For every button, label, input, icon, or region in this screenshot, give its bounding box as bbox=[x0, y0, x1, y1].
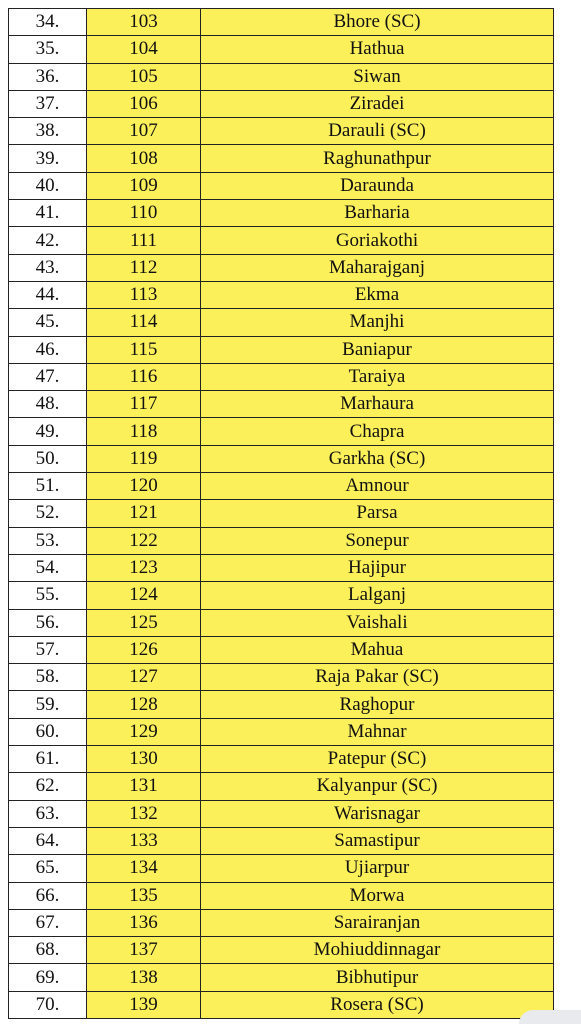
constituency-name-cell: Maharajganj bbox=[201, 254, 554, 281]
constituency-number-cell: 106 bbox=[87, 90, 201, 117]
table-row bbox=[9, 800, 554, 827]
constituency-name-cell: Morwa bbox=[201, 882, 554, 909]
table-row bbox=[9, 554, 554, 581]
serial-number-cell: 58. bbox=[9, 664, 87, 691]
constituency-number-cell: 114 bbox=[87, 309, 201, 336]
serial-number-cell: 38. bbox=[9, 118, 87, 145]
constituency-name-cell: Barharia bbox=[201, 200, 554, 227]
constituency-name-cell: Raja Pakar (SC) bbox=[201, 664, 554, 691]
serial-number-cell: 63. bbox=[9, 800, 87, 827]
serial-number-cell: 68. bbox=[9, 937, 87, 964]
constituency-number-cell: 115 bbox=[87, 336, 201, 363]
constituency-number-cell: 129 bbox=[87, 718, 201, 745]
constituency-number-cell: 120 bbox=[87, 473, 201, 500]
table-row bbox=[9, 363, 554, 390]
constituency-name-cell: Rosera (SC) bbox=[201, 991, 554, 1018]
serial-number-cell: 65. bbox=[9, 855, 87, 882]
serial-number-cell: 46. bbox=[9, 336, 87, 363]
constituency-number-cell: 126 bbox=[87, 636, 201, 663]
constituency-name-cell: Warisnagar bbox=[201, 800, 554, 827]
constituency-name-cell: Chapra bbox=[201, 418, 554, 445]
constituency-name-cell: Sonepur bbox=[201, 527, 554, 554]
serial-number-cell: 49. bbox=[9, 418, 87, 445]
constituency-number-cell: 108 bbox=[87, 145, 201, 172]
serial-number-cell: 48. bbox=[9, 391, 87, 418]
table-row bbox=[9, 664, 554, 691]
serial-number-cell: 69. bbox=[9, 964, 87, 991]
constituency-number-cell: 117 bbox=[87, 391, 201, 418]
constituency-table bbox=[8, 8, 554, 1019]
serial-number-cell: 35. bbox=[9, 36, 87, 63]
serial-number-cell: 59. bbox=[9, 691, 87, 718]
constituency-name-cell: Mahua bbox=[201, 636, 554, 663]
constituency-name-cell: Garkha (SC) bbox=[201, 445, 554, 472]
constituency-name-cell: Kalyanpur (SC) bbox=[201, 773, 554, 800]
table-row bbox=[9, 718, 554, 745]
serial-number-cell: 45. bbox=[9, 309, 87, 336]
serial-number-cell: 37. bbox=[9, 90, 87, 117]
serial-number-cell: 61. bbox=[9, 746, 87, 773]
constituency-number-cell: 124 bbox=[87, 582, 201, 609]
constituency-name-cell: Ziradei bbox=[201, 90, 554, 117]
constituency-name-cell: Ekma bbox=[201, 281, 554, 308]
constituency-number-cell: 103 bbox=[87, 9, 201, 36]
serial-number-cell: 64. bbox=[9, 827, 87, 854]
serial-number-cell: 36. bbox=[9, 63, 87, 90]
serial-number-cell: 52. bbox=[9, 500, 87, 527]
serial-number-cell: 51. bbox=[9, 473, 87, 500]
table-row bbox=[9, 309, 554, 336]
table-row bbox=[9, 145, 554, 172]
serial-number-cell: 44. bbox=[9, 281, 87, 308]
table-row bbox=[9, 855, 554, 882]
serial-number-cell: 66. bbox=[9, 882, 87, 909]
constituency-name-cell: Patepur (SC) bbox=[201, 746, 554, 773]
serial-number-cell: 62. bbox=[9, 773, 87, 800]
serial-number-cell: 55. bbox=[9, 582, 87, 609]
constituency-name-cell: Lalganj bbox=[201, 582, 554, 609]
table-row bbox=[9, 36, 554, 63]
serial-number-cell: 67. bbox=[9, 909, 87, 936]
constituency-number-cell: 105 bbox=[87, 63, 201, 90]
constituency-number-cell: 118 bbox=[87, 418, 201, 445]
constituency-number-cell: 110 bbox=[87, 200, 201, 227]
serial-number-cell: 56. bbox=[9, 609, 87, 636]
table-row bbox=[9, 964, 554, 991]
constituency-number-cell: 139 bbox=[87, 991, 201, 1018]
page-corner-overlay bbox=[519, 1010, 581, 1024]
constituency-number-cell: 131 bbox=[87, 773, 201, 800]
constituency-number-cell: 112 bbox=[87, 254, 201, 281]
serial-number-cell: 53. bbox=[9, 527, 87, 554]
constituency-number-cell: 125 bbox=[87, 609, 201, 636]
table-row bbox=[9, 909, 554, 936]
table-row bbox=[9, 418, 554, 445]
table-row bbox=[9, 391, 554, 418]
serial-number-cell: 42. bbox=[9, 227, 87, 254]
constituency-number-cell: 137 bbox=[87, 937, 201, 964]
table-row bbox=[9, 527, 554, 554]
table-row bbox=[9, 336, 554, 363]
constituency-name-cell: Taraiya bbox=[201, 363, 554, 390]
table-row bbox=[9, 746, 554, 773]
constituency-name-cell: Goriakothi bbox=[201, 227, 554, 254]
constituency-name-cell: Bhore (SC) bbox=[201, 9, 554, 36]
table-row bbox=[9, 63, 554, 90]
constituency-number-cell: 135 bbox=[87, 882, 201, 909]
table-row bbox=[9, 118, 554, 145]
constituency-number-cell: 134 bbox=[87, 855, 201, 882]
constituency-name-cell: Ujiarpur bbox=[201, 855, 554, 882]
table-row bbox=[9, 882, 554, 909]
constituency-number-cell: 123 bbox=[87, 554, 201, 581]
constituency-name-cell: Parsa bbox=[201, 500, 554, 527]
serial-number-cell: 40. bbox=[9, 172, 87, 199]
constituency-name-cell: Raghopur bbox=[201, 691, 554, 718]
table-row bbox=[9, 582, 554, 609]
constituency-number-cell: 109 bbox=[87, 172, 201, 199]
table-row bbox=[9, 991, 554, 1018]
table-body bbox=[9, 9, 554, 1019]
table-row bbox=[9, 609, 554, 636]
constituency-name-cell: Vaishali bbox=[201, 609, 554, 636]
serial-number-cell: 70. bbox=[9, 991, 87, 1018]
serial-number-cell: 57. bbox=[9, 636, 87, 663]
constituency-name-cell: Baniapur bbox=[201, 336, 554, 363]
table-row bbox=[9, 937, 554, 964]
constituency-number-cell: 119 bbox=[87, 445, 201, 472]
table-row bbox=[9, 254, 554, 281]
constituency-name-cell: Daraunda bbox=[201, 172, 554, 199]
constituency-number-cell: 122 bbox=[87, 527, 201, 554]
constituency-name-cell: Darauli (SC) bbox=[201, 118, 554, 145]
constituency-name-cell: Hathua bbox=[201, 36, 554, 63]
constituency-number-cell: 116 bbox=[87, 363, 201, 390]
constituency-number-cell: 130 bbox=[87, 746, 201, 773]
constituency-name-cell: Amnour bbox=[201, 473, 554, 500]
table-row bbox=[9, 636, 554, 663]
table-row bbox=[9, 227, 554, 254]
constituency-name-cell: Mohiuddinnagar bbox=[201, 937, 554, 964]
table-row bbox=[9, 9, 554, 36]
constituency-name-cell: Marhaura bbox=[201, 391, 554, 418]
serial-number-cell: 54. bbox=[9, 554, 87, 581]
constituency-name-cell: Mahnar bbox=[201, 718, 554, 745]
table-row bbox=[9, 827, 554, 854]
constituency-number-cell: 128 bbox=[87, 691, 201, 718]
table-row bbox=[9, 281, 554, 308]
constituency-number-cell: 136 bbox=[87, 909, 201, 936]
serial-number-cell: 60. bbox=[9, 718, 87, 745]
serial-number-cell: 39. bbox=[9, 145, 87, 172]
constituency-number-cell: 138 bbox=[87, 964, 201, 991]
constituency-name-cell: Manjhi bbox=[201, 309, 554, 336]
serial-number-cell: 47. bbox=[9, 363, 87, 390]
constituency-number-cell: 111 bbox=[87, 227, 201, 254]
serial-number-cell: 43. bbox=[9, 254, 87, 281]
serial-number-cell: 34. bbox=[9, 9, 87, 36]
table-row bbox=[9, 200, 554, 227]
constituency-name-cell: Siwan bbox=[201, 63, 554, 90]
constituency-number-cell: 133 bbox=[87, 827, 201, 854]
constituency-number-cell: 104 bbox=[87, 36, 201, 63]
constituency-name-cell: Sarairanjan bbox=[201, 909, 554, 936]
table-row bbox=[9, 773, 554, 800]
table-row bbox=[9, 90, 554, 117]
constituency-number-cell: 121 bbox=[87, 500, 201, 527]
table-row bbox=[9, 172, 554, 199]
serial-number-cell: 41. bbox=[9, 200, 87, 227]
constituency-name-cell: Bibhutipur bbox=[201, 964, 554, 991]
constituency-name-cell: Raghunathpur bbox=[201, 145, 554, 172]
table-row bbox=[9, 445, 554, 472]
constituency-number-cell: 107 bbox=[87, 118, 201, 145]
table-row bbox=[9, 500, 554, 527]
constituency-name-cell: Samastipur bbox=[201, 827, 554, 854]
constituency-number-cell: 132 bbox=[87, 800, 201, 827]
constituency-number-cell: 127 bbox=[87, 664, 201, 691]
table-row bbox=[9, 691, 554, 718]
serial-number-cell: 50. bbox=[9, 445, 87, 472]
table-row bbox=[9, 473, 554, 500]
constituency-number-cell: 113 bbox=[87, 281, 201, 308]
constituency-name-cell: Hajipur bbox=[201, 554, 554, 581]
